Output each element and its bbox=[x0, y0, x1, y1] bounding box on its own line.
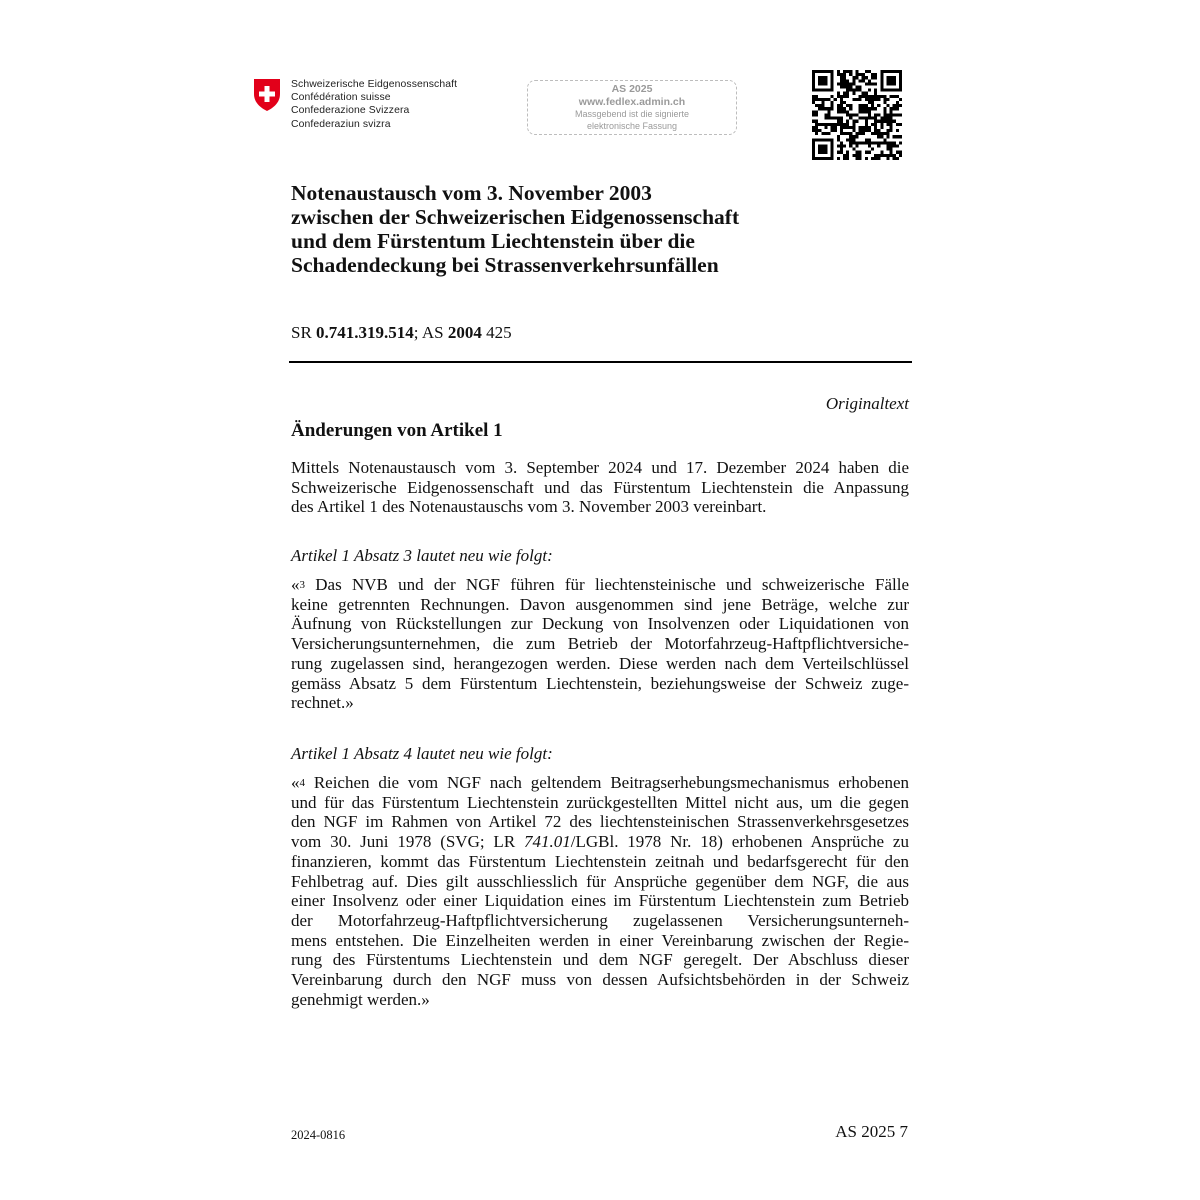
paragraph-line: Versicherungsunternehmen, die zum Betrieb der Motorfahrzeug-Haftpflichtversiche- bbox=[291, 634, 909, 654]
original-text-label: Originaltext bbox=[825, 394, 909, 413]
law-ref-after: /LGBl. 1978 Nr. 18) erhobenen Ansprüche zu bbox=[570, 832, 909, 852]
title-line: Schadendeckung bei Strassenverkehrsunfällen bbox=[291, 253, 719, 277]
title-line: Notenaustausch vom 3. November 2003 bbox=[291, 181, 652, 205]
paragraph-line: mens entstehen. Die Einzelheiten werden in einer Vereinbarung zwischen der Regie- bbox=[291, 930, 909, 950]
paragraph-line: rung zugelassen sind, herangezogen werden. Diese werden nach dem Verteilschlüssel bbox=[291, 653, 909, 673]
section-heading: Änderungen von Artikel 1 bbox=[291, 420, 503, 441]
paragraph-line: Vereinbarung durch den NGF muss von dessen Aufsichtsbehörden in der Schweiz bbox=[291, 970, 909, 990]
paragraph-line bbox=[291, 575, 909, 595]
intro-paragraph bbox=[291, 458, 909, 517]
paragraph-line: keine getrennten Rechnungen. Davon ausgenommen sind jene Beträge, welche zur bbox=[291, 594, 909, 614]
sr-number: 0.741.319.514 bbox=[316, 323, 414, 342]
stamp-as-number: AS 2025 bbox=[611, 83, 653, 95]
as-page: 425 bbox=[481, 323, 512, 342]
first-line-text: Reichen die vom NGF nach geltendem Beitragserhebungsmechanismus erhobenen bbox=[305, 773, 909, 792]
confederation-line-it: Confederazione Svizzera bbox=[291, 105, 410, 117]
document-title bbox=[291, 181, 911, 277]
sr-separator: ; AS bbox=[413, 323, 448, 342]
stamp-note-1: Massgebend ist die signierte bbox=[574, 109, 690, 119]
paragraph-line bbox=[291, 832, 909, 852]
qr-code-icon bbox=[812, 70, 902, 160]
title-divider bbox=[289, 361, 912, 363]
confederation-names bbox=[291, 78, 457, 131]
publication-stamp bbox=[527, 80, 737, 135]
sr-prefix: SR bbox=[291, 323, 317, 342]
article-3-text bbox=[291, 575, 909, 713]
paragraph-line: gemäss Absatz 5 dem Fürstentum Liechtenstein, beziehungsweise der Schweiz zuge- bbox=[291, 673, 909, 693]
confederation-line-fr: Confédération suisse bbox=[291, 92, 391, 104]
title-line: und dem Fürstentum Liechtenstein über die bbox=[291, 229, 695, 253]
sr-reference bbox=[291, 323, 512, 343]
paragraph-line: Äufnung von Rückstellungen zur Deckung von Insolvenzen oder Liquidationen von bbox=[291, 614, 909, 634]
document-number: 2024-0816 bbox=[291, 1128, 346, 1142]
stamp-note-2: elektronische Fassung bbox=[586, 120, 678, 131]
paragraph-line: genehmigt werden.» bbox=[291, 989, 430, 1009]
confederation-line-rm: Confederaziun svizra bbox=[291, 118, 391, 130]
paragraph-line: des Artikel 1 des Notenaustauschs vom 3. November 2003 vereinbart. bbox=[291, 497, 767, 517]
as-year: 2004 bbox=[447, 323, 482, 342]
open-quote: « bbox=[291, 773, 300, 792]
stamp-url: www.fedlex.admin.ch bbox=[578, 96, 686, 108]
law-ref-before: vom 30. Juni 1978 (SVG; LR bbox=[291, 832, 524, 852]
article-4-text bbox=[291, 773, 909, 1009]
confederation-line-de: Schweizerische Eidgenossenschaft bbox=[291, 79, 458, 90]
paragraph-line: rung des Fürstentums Liechtenstein und dem NGF geregelt. Der Abschluss dieser bbox=[291, 950, 909, 970]
page-reference: AS 2025 7 bbox=[835, 1122, 908, 1141]
open-quote: « bbox=[291, 575, 300, 594]
article-4-heading: Artikel 1 Absatz 4 lautet neu wie folgt: bbox=[291, 744, 553, 763]
law-ref-number: 741.01 bbox=[524, 832, 571, 852]
paragraph-line: Schweizerische Eidgenossenschaft und das Fürstentum Liechtenstein die Anpassung bbox=[291, 477, 909, 497]
paragraph-line: den NGF im Rahmen von Artikel 72 des liechtensteinischen Strassenverkehrsgesetzes bbox=[291, 812, 909, 832]
article-3-heading: Artikel 1 Absatz 3 lautet neu wie folgt: bbox=[291, 546, 553, 565]
paragraph-line: der Motorfahrzeug-Haftpflichtversicherung zugelassenen Versicherungsunterneh- bbox=[291, 910, 909, 930]
swiss-crest-icon bbox=[252, 78, 282, 112]
paragraph-line: Mittels Notenaustausch vom 3. September 2024 und 17. Dezember 2024 haben die bbox=[291, 458, 909, 477]
paragraph-line: Fehlbetrag auf. Dies gilt ausschliesslich für Ansprüche gegenüber dem NGF, die aus bbox=[291, 871, 909, 891]
paragraph-line: und für das Fürstentum Liechtenstein zurückgestellten Mittel nicht aus, um die gegen bbox=[291, 792, 909, 812]
paragraph-line: einer Insolvenz oder einer Liquidation eines im Fürstentum Liechtenstein zum Betrieb bbox=[291, 891, 909, 911]
paragraph-number: 4 bbox=[299, 777, 305, 789]
paragraph-line bbox=[291, 773, 909, 793]
paragraph-line: finanzieren, kommt das Fürstentum Liechtenstein zeitnah und bedarfsgerecht für den bbox=[291, 851, 909, 871]
title-line: zwischen der Schweizerischen Eidgenossenschaft bbox=[291, 205, 740, 229]
paragraph-number: 3 bbox=[299, 579, 305, 591]
first-line-text: Das NVB und der NGF führen für liechtensteinische und schweizerische Fälle bbox=[305, 575, 909, 594]
paragraph-line: rechnet.» bbox=[291, 693, 354, 713]
